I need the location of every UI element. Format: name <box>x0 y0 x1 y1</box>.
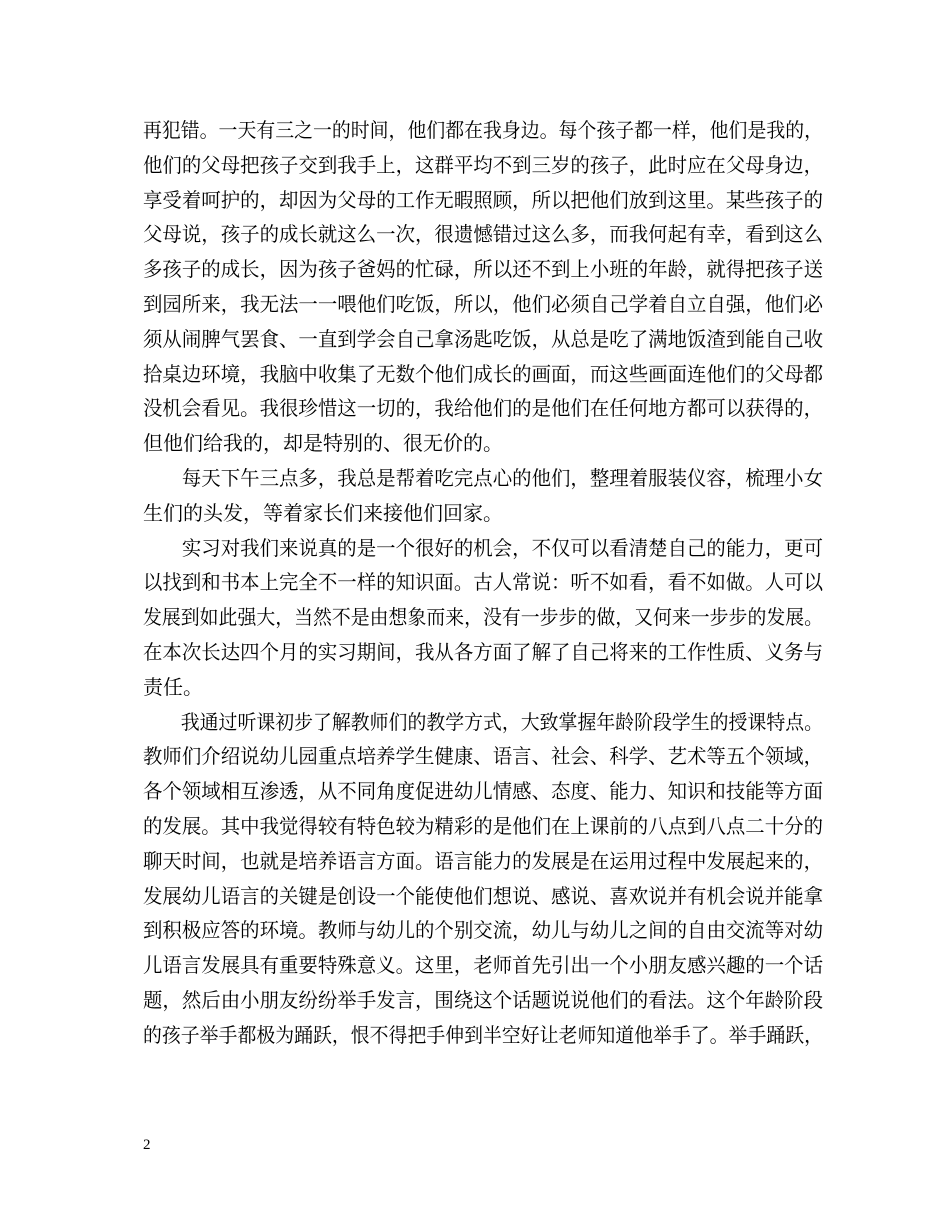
text-line: 责任。 <box>143 674 203 699</box>
body-text <box>143 113 823 1053</box>
text-line: 的发展。其中我觉得较有特色较为精彩的是他们在上课前的八点到八点二十分的 <box>143 813 823 838</box>
text-line: 聊天时间，也就是培养语言方面。语言能力的发展是在运用过程中发展起来的， <box>143 848 823 873</box>
text-line: 儿语言发展具有重要特殊意义。这里，老师首先引出一个小朋友感兴趣的一个话 <box>143 953 823 978</box>
text-line: 到积极应答的环境。教师与幼儿的个别交流，幼儿与幼儿之间的自由交流等对幼 <box>143 918 823 943</box>
text-line: 实习对我们来说真的是一个很好的机会，不仅可以看清楚自己的能力，更可 <box>143 535 823 560</box>
page-number: 2 <box>143 1137 151 1153</box>
text-line: 每天下午三点多，我总是帮着吃完点心的他们，整理着服装仪容，梳理小女 <box>143 465 823 490</box>
text-line: 拾桌边环境，我脑中收集了无数个他们成长的画面，而这些画面连他们的父母都 <box>143 361 823 386</box>
text-line: 须从闹脾气罢食、一直到学会自己拿汤匙吃饭，从总是吃了满地饭渣到能自己收 <box>143 326 823 351</box>
text-line: 教师们介绍说幼儿园重点培养学生健康、语言、社会、科学、艺术等五个领域， <box>143 744 823 769</box>
text-line: 的孩子举手都极为踊跃，恨不得把手伸到半空好让老师知道他举手了。举手踊跃， <box>143 1022 823 1047</box>
text-line: 父母说，孩子的成长就这么一次，很遗憾错过这么多，而我何起有幸，看到这么 <box>143 222 823 247</box>
text-line: 他们的父母把孩子交到我手上，这群平均不到三岁的孩子，此时应在父母身边， <box>143 152 823 177</box>
text-line: 各个领域相互渗透，从不同角度促进幼儿情感、态度、能力、知识和技能等方面 <box>143 779 823 804</box>
text-line: 多孩子的成长，因为孩子爸妈的忙碌，所以还不到上小班的年龄，就得把孩子送 <box>143 257 823 282</box>
text-line: 但他们给我的，却是特别的、很无价的。 <box>143 431 503 456</box>
text-line: 享受着呵护的，却因为父母的工作无暇照顾，所以把他们放到这里。某些孩子的 <box>143 187 823 212</box>
text-line: 没机会看见。我很珍惜这一切的，我给他们的是他们在任何地方都可以获得的， <box>143 396 823 421</box>
text-line: 发展幼儿语言的关键是创设一个能使他们想说、感说、喜欢说并有机会说并能拿 <box>143 883 823 908</box>
text-line: 题，然后由小朋友纷纷举手发言，围绕这个话题说说他们的看法。这个年龄阶段 <box>143 987 823 1012</box>
text-line: 到园所来，我无法一一喂他们吃饭，所以，他们必须自己学着自立自强，他们必 <box>143 291 823 316</box>
text-line: 以找到和书本上完全不一样的知识面。古人常说：听不如看，看不如做。人可以 <box>143 570 823 595</box>
text-line: 再犯错。一天有三之一的时间，他们都在我身边。每个孩子都一样，他们是我的， <box>143 118 823 142</box>
text-line: 生们的头发，等着家长们来接他们回家。 <box>143 500 503 525</box>
text-line: 发展到如此强大，当然不是由想象而来，没有一步步的做，又何来一步步的发展。 <box>143 605 823 630</box>
text-line: 在本次长达四个月的实习期间，我从各方面了解了自己将来的工作性质、义务与 <box>143 639 823 664</box>
text-line: 我通过听课初步了解教师们的教学方式，大致掌握年龄阶段学生的授课特点。 <box>143 709 823 734</box>
